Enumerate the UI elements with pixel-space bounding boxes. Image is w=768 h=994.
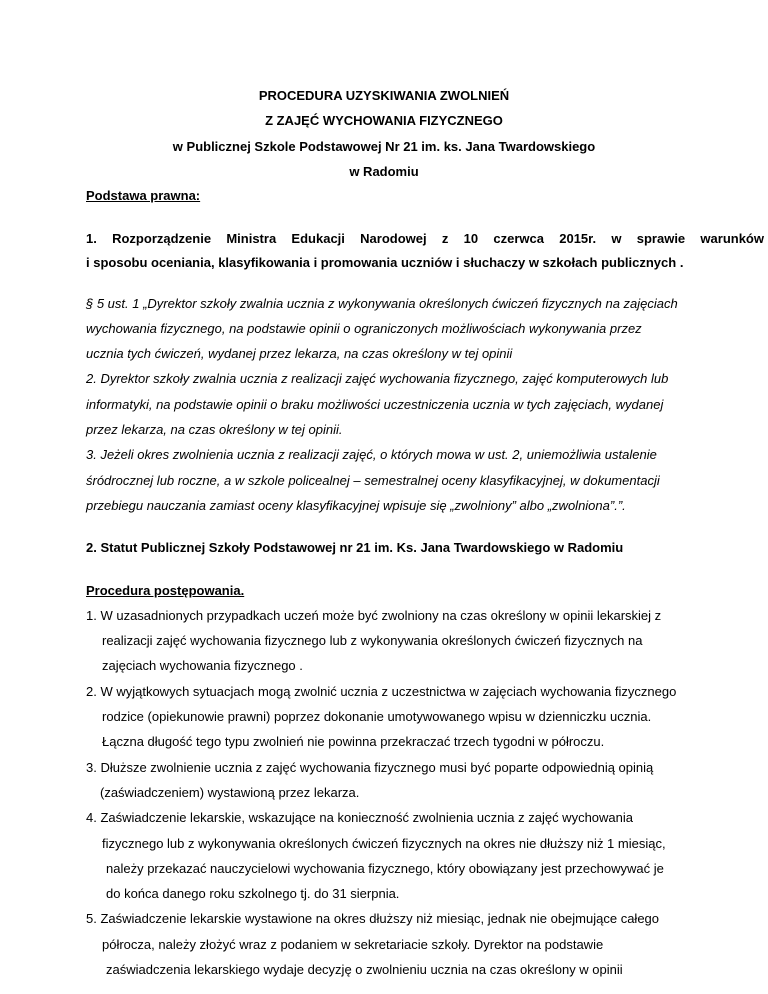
procedure-line: zaświadczenia lekarskiego wydaje decyzję o zwolnieniu ucznia na czas określony w opinii xyxy=(106,962,623,977)
procedure-line: 3. Dłuższe zwolnienie ucznia z zajęć wychowania fizycznego musi być poparte odpowiednią opinią xyxy=(86,760,654,775)
legal-basis-heading: Podstawa prawna: xyxy=(86,188,201,203)
doc-title-line1: PROCEDURA UZYSKIWANIA ZWOLNIEŃ xyxy=(258,88,510,103)
quote-line: ucznia tych ćwiczeń, wydanej przez lekarza, na czas określony w tej opinii xyxy=(86,346,513,361)
procedure-heading: Procedura postępowania. xyxy=(86,583,245,598)
quote-line: 3. Jeżeli okres zwolnienia ucznia z realizacji zajęć, o których mowa w ust. 2, uniemożliwia ustalenie xyxy=(86,447,657,462)
procedure-line: realizacji zajęć wychowania fizycznego lub z wykonywania określonych ćwiczeń fizycznych na xyxy=(102,633,643,648)
doc-title-line2: Z ZAJĘĆ WYCHOWANIA FIZYCZNEGO xyxy=(265,113,503,128)
quote-line: informatyki, na podstawie opinii o braku możliwości uczestniczenia ucznia w tych zajęciach, wydanej xyxy=(86,397,664,412)
procedure-line: 2. W wyjątkowych sytuacjach mogą zwolnić ucznia z uczestnictwa w zajęciach wychowania fizycznego xyxy=(86,684,677,699)
procedure-line: rodzice (opiekunowie prawni) poprzez dokonanie umotywowanego wpisu w dzienniczku ucznia. xyxy=(102,709,652,724)
procedure-line: fizycznego lub z wykonywania określonych ćwiczeń fizycznych na okres nie dłuższy niż 1 miesiąc, xyxy=(102,836,666,851)
quote-line: śródrocznej lub roczne, a w szkole policealnej – semestralnej oceny klasyfikacyjnej, w dokumentacji xyxy=(86,473,660,488)
legal-item-1-line1: 1. Rozporządzenie Ministra Edukacji Narodowej z 10 czerwca 2015r. w sprawie warunków xyxy=(86,231,764,246)
procedure-line: 1. W uzasadnionych przypadkach uczeń może być zwolniony na czas określony w opinii lekarskiej z xyxy=(86,608,662,623)
doc-title-line3: w Publicznej Szkole Podstawowej Nr 21 im. ks. Jana Twardowskiego xyxy=(172,139,596,154)
procedure-line: Łączna długość tego typu zwolnień nie powinna przekraczać trzech tygodni w półroczu. xyxy=(102,734,605,749)
procedure-line: zajęciach wychowania fizycznego . xyxy=(102,658,303,673)
quote-line: § 5 ust. 1 „Dyrektor szkoły zwalnia ucznia z wykonywania określonych ćwiczeń fizycznych na zajęciach xyxy=(86,296,678,311)
doc-title-line4: w Radomiu xyxy=(349,164,419,179)
legal-item-2: 2. Statut Publicznej Szkoły Podstawowej nr 21 im. Ks. Jana Twardowskiego w Radomiu xyxy=(86,540,624,555)
quote-line: przez lekarza, na czas określony w tej opinii. xyxy=(86,422,343,437)
procedure-line: 5. Zaświadczenie lekarskie wystawione na okres dłuższy niż miesiąc, jednak nie obejmujące całego xyxy=(86,911,660,926)
procedure-line: 4. Zaświadczenie lekarskie, wskazujące na konieczność zwolnienia ucznia z zajęć wychowania xyxy=(86,810,633,825)
procedure-line: należy przekazać nauczycielowi wychowania fizycznego, który obowiązany jest przechowywać je xyxy=(106,861,664,876)
legal-item-1-line2: i sposobu oceniania, klasyfikowania i promowania uczniów i słuchaczy w szkołach publicznych . xyxy=(86,255,684,270)
quote-line: 2. Dyrektor szkoły zwalnia ucznia z realizacji zajęć wychowania fizycznego, zajęć komputerowych lub xyxy=(86,371,669,386)
quote-line: przebiegu nauczania zamiast oceny klasyfikacyjnej wpisuje się „zwolniony” albo „zwolniona”.”. xyxy=(86,498,626,513)
quote-line: wychowania fizycznego, na podstawie opinii o ograniczonych możliwościach wykonywania przez xyxy=(86,321,642,336)
procedure-line: do końca danego roku szkolnego tj. do 31 sierpnia. xyxy=(106,886,400,901)
procedure-line: (zaświadczeniem) wystawioną przez lekarza. xyxy=(100,785,360,800)
procedure-line: półrocza, należy złożyć wraz z podaniem w sekretariacie szkoły. Dyrektor na podstawie xyxy=(102,937,604,952)
